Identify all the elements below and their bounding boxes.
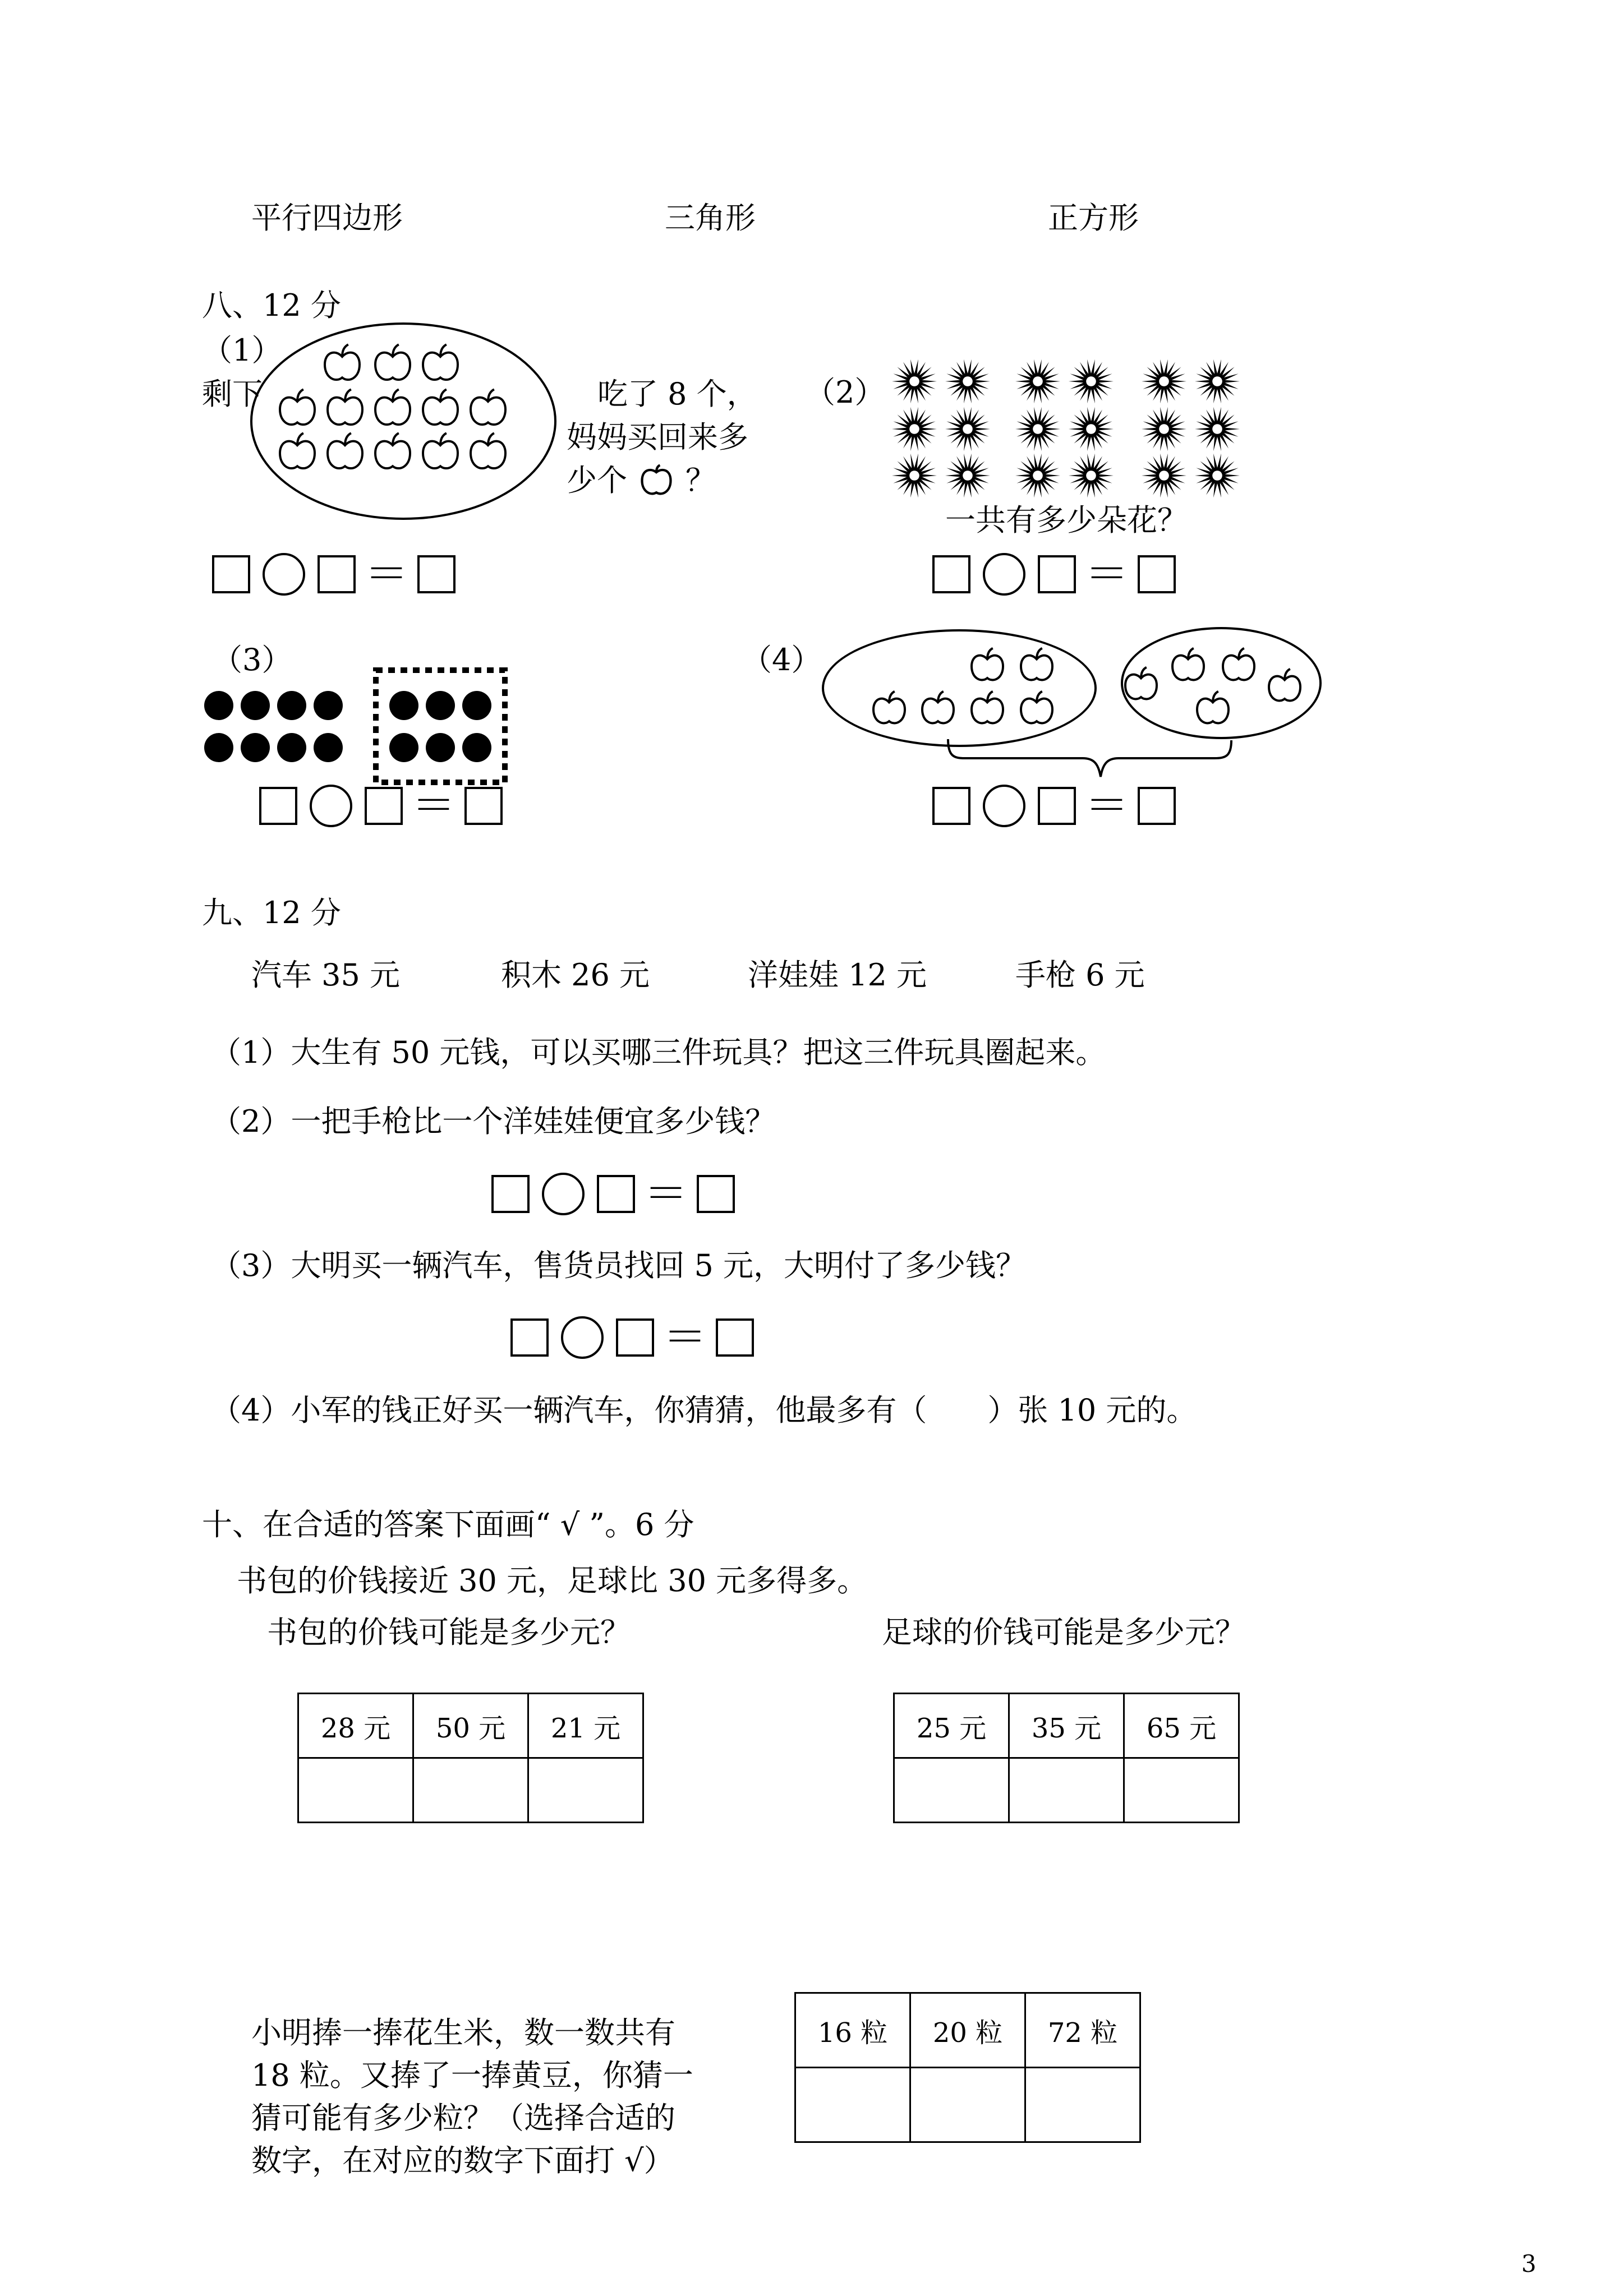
flower-icon: [1142, 407, 1186, 451]
q3-equation: [510, 1312, 754, 1363]
apple-group-figure: [0, 0, 1624, 561]
check-cell[interactable]: [894, 1758, 1009, 1823]
section10-title: 十、在合适的答案下面画“ √ ”。6 分: [202, 1507, 694, 1542]
operator-circle[interactable]: [542, 1173, 585, 1215]
section9-q3: （3）大明买一辆汽车，售货员找回 5 元，大明付了多少钱？: [211, 1248, 1027, 1283]
answer-box[interactable]: [365, 787, 403, 825]
flower-icon: [1195, 407, 1240, 451]
flower-icon: [1142, 454, 1186, 498]
flower-icon: [945, 454, 990, 498]
dot: [314, 733, 343, 762]
flower-icon: [1069, 407, 1114, 451]
problem2-equation: [932, 549, 1176, 600]
section8-title: 八、12 分: [202, 288, 341, 323]
dot: [314, 691, 343, 720]
flower-grid-figure: [0, 0, 1624, 561]
bag-price-table: [297, 1693, 644, 1823]
answer-box[interactable]: [318, 555, 356, 593]
section9-title: 九、12 分: [202, 895, 341, 930]
peanut-option: 16 粒: [795, 1993, 910, 2068]
problem1-equation: [212, 549, 456, 600]
answer-box[interactable]: [597, 1175, 635, 1213]
flower-icon: [892, 454, 937, 498]
check-cell[interactable]: [910, 2068, 1025, 2142]
check-cell[interactable]: [298, 1758, 413, 1823]
problem1-number: （1）: [202, 333, 282, 368]
answer-box[interactable]: [212, 555, 250, 593]
equals-sign: ＝: [1085, 549, 1129, 600]
toy-item-blocks[interactable]: 积木 26 元: [501, 957, 650, 993]
bag-option: 50 元: [413, 1694, 528, 1758]
problem3-number: （3）: [212, 642, 292, 677]
apple-group-right-oval: [1121, 627, 1322, 739]
answer-box[interactable]: [616, 1318, 654, 1357]
section9-q2: （2）一把手枪比一个洋娃娃便宜多少钱？: [211, 1104, 776, 1139]
check-cell[interactable]: [795, 2068, 910, 2142]
ball-question: 足球的价钱可能是多少元？: [882, 1615, 1245, 1650]
problem1-line3-q: ？: [686, 463, 716, 498]
ball-option: 35 元: [1009, 1694, 1124, 1758]
check-cell[interactable]: [1124, 1758, 1239, 1823]
answer-box[interactable]: [1138, 555, 1176, 593]
check-cell[interactable]: [1009, 1758, 1124, 1823]
flower-icon: [1015, 359, 1060, 404]
dot: [241, 733, 270, 762]
flower-icon: [892, 359, 937, 404]
flower-icon: [945, 407, 990, 451]
dashed-box: [376, 670, 505, 782]
peanut-line1: 小明捧一捧花生米，数一数共有: [251, 2015, 675, 2050]
flower-icon: [1142, 359, 1186, 404]
problem2-question: 一共有多少朵花？: [945, 502, 1188, 538]
answer-box[interactable]: [464, 787, 503, 825]
operator-circle[interactable]: [263, 553, 305, 596]
flower-icon: [1069, 454, 1114, 498]
operator-circle[interactable]: [983, 785, 1025, 827]
apple-group-left-oval: [822, 629, 1097, 747]
flower-icon: [1195, 454, 1240, 498]
check-cell[interactable]: [528, 1758, 643, 1823]
equals-sign: ＝: [1085, 781, 1129, 831]
answer-box[interactable]: [932, 555, 970, 593]
dot-group-figure: [0, 0, 1624, 841]
problem3-equation: [259, 781, 503, 831]
peanut-option: 20 粒: [910, 1993, 1025, 2068]
dot: [462, 691, 491, 720]
section9-q4: （4）小军的钱正好买一辆汽车，你猜猜，他最多有（ ）张 10 元的。: [211, 1393, 1197, 1428]
equals-sign: ＝: [663, 1312, 707, 1363]
problem2-number: （2）: [805, 375, 885, 410]
flower-icon: [892, 407, 937, 451]
answer-box[interactable]: [1038, 787, 1076, 825]
q2-equation: [491, 1169, 735, 1219]
answer-box[interactable]: [417, 555, 456, 593]
ball-option: 25 元: [894, 1694, 1009, 1758]
dot: [277, 733, 306, 762]
peanut-line3: 猜可能有多少粒？（选择合适的: [251, 2100, 675, 2136]
flower-icon: [1015, 407, 1060, 451]
dot: [462, 733, 491, 762]
flower-icon: [1069, 359, 1114, 404]
answer-box[interactable]: [716, 1318, 754, 1357]
operator-circle[interactable]: [983, 553, 1025, 596]
problem4-number: （4）: [742, 642, 822, 677]
page-number: 3: [1521, 2250, 1536, 2277]
answer-box[interactable]: [1038, 555, 1076, 593]
problem1-lead: 剩下: [202, 376, 263, 412]
operator-circle[interactable]: [310, 785, 352, 827]
bag-question: 书包的价钱可能是多少元？: [267, 1615, 631, 1650]
section9-q1: （1）大生有 50 元钱，可以买哪三件玩具？把这三件玩具圈起来。: [211, 1035, 1106, 1070]
answer-box[interactable]: [491, 1175, 530, 1213]
flower-icon: [1195, 359, 1240, 404]
bag-option: 28 元: [298, 1694, 413, 1758]
apple-icon: [637, 462, 675, 500]
problem4-equation: [932, 781, 1176, 831]
problem1-line1: 吃了 8 个，: [597, 376, 757, 412]
toy-item-car[interactable]: 汽车 35 元: [251, 957, 401, 993]
peanut-option: 72 粒: [1025, 1993, 1140, 2068]
shape-label-parallelogram: 平行四边形: [251, 200, 403, 236]
apple-group-oval: [250, 322, 556, 520]
answer-box[interactable]: [932, 787, 970, 825]
equals-sign: ＝: [412, 781, 456, 831]
operator-circle[interactable]: [561, 1316, 604, 1359]
toy-item-doll[interactable]: 洋娃娃 12 元: [748, 957, 927, 993]
equals-sign: ＝: [365, 549, 409, 600]
dot: [389, 691, 418, 720]
dot: [241, 691, 270, 720]
bag-option: 21 元: [528, 1694, 643, 1758]
check-cell[interactable]: [413, 1758, 528, 1823]
problem1-line3-text: 少个: [567, 463, 627, 498]
dot: [277, 691, 306, 720]
ball-price-table: [893, 1693, 1240, 1823]
flower-icon: [1015, 454, 1060, 498]
check-cell[interactable]: [1025, 2068, 1140, 2142]
dot: [389, 733, 418, 762]
problem1-line2: 妈妈买回来多: [567, 419, 748, 455]
equals-sign: ＝: [644, 1169, 688, 1219]
apple-groups-figure: [0, 0, 1624, 841]
shape-label-triangle: 三角形: [665, 200, 756, 236]
peanut-line2: 18 粒。又捧了一捧黄豆，你猜一: [251, 2058, 693, 2093]
answer-box[interactable]: [510, 1318, 549, 1357]
answer-box[interactable]: [697, 1175, 735, 1213]
answer-box[interactable]: [259, 787, 297, 825]
shape-label-square: 正方形: [1048, 200, 1139, 236]
section10-intro: 书包的价钱接近 30 元，足球比 30 元多得多。: [237, 1563, 868, 1598]
peanut-count-table: [794, 1992, 1141, 2143]
flower-icon: [945, 359, 990, 404]
toy-item-gun[interactable]: 手枪 6 元: [1015, 957, 1145, 993]
problem1-line3: [567, 461, 716, 500]
dot: [426, 691, 455, 720]
dot: [204, 691, 233, 720]
ball-option: 65 元: [1124, 1694, 1239, 1758]
answer-box[interactable]: [1138, 787, 1176, 825]
peanut-line4: 数字，在对应的数字下面打 √）: [251, 2143, 674, 2178]
dot: [204, 733, 233, 762]
dot: [426, 733, 455, 762]
